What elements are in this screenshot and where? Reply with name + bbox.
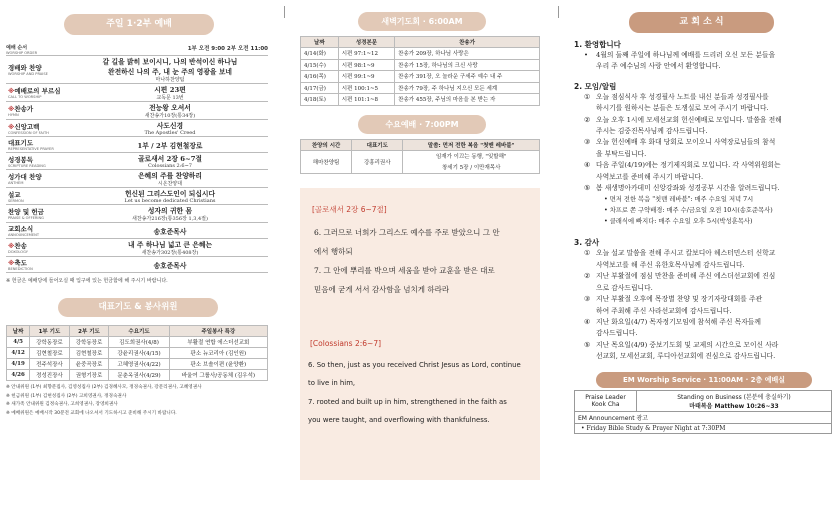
worship-row-label — [6, 207, 72, 220]
worship-item-en: HYMN — [8, 113, 19, 117]
meeting-line — [574, 137, 832, 148]
dawn-cell: 4/14(화) — [301, 48, 339, 60]
prayer-cell: 강학동장로 — [69, 337, 109, 348]
worship-item-kr — [8, 241, 72, 250]
worship-item-main2: 완전하신 나의 주, 내 눈 주의 영광을 보네 — [108, 68, 232, 76]
worship-row-label — [6, 86, 72, 99]
star-mark: ※ — [8, 242, 15, 250]
worship-row-content — [72, 260, 268, 270]
prayer-cell: 정성진장사 — [30, 370, 70, 381]
dawn-row — [301, 71, 540, 83]
verse-kr-line: 믿음에 굳게 서서 감사함을 넘치게 하라라 — [314, 284, 450, 294]
thanks-line — [574, 283, 832, 294]
academy-list — [574, 194, 832, 227]
dawn-cell: 시편 101:1~8 — [338, 94, 394, 106]
dawn-prayer-table — [300, 36, 540, 106]
welcome-line — [574, 61, 832, 72]
volunteer-note: ※ 헌금위원 (1부) 김현성집사 (2부) 고희영권사, 정경숙권사 — [6, 393, 127, 399]
item-number: ③ — [584, 295, 591, 304]
worship-item-sub: The Apostles' Creed — [144, 130, 196, 136]
worship-item-kr — [8, 224, 72, 233]
prayer-cell: 판소 뉴코리아 (김인원) — [169, 348, 267, 359]
em-sermon-ref: 마태복음 Matthew 10:26~33 — [689, 402, 779, 410]
worship-item-sub: 새찬송가10장(통34장) — [144, 113, 196, 119]
prayer-cell: 김도희권사(4/8) — [109, 337, 169, 348]
item-text: 지난 부활절 오후에 목장별 찬양 및 장기자랑대회를 주관 — [596, 295, 763, 304]
worship-row — [6, 137, 268, 153]
prayer-cell: 4/12 — [7, 348, 30, 359]
dawn-cell: 찬송가 209장, 하나님 사랑은 — [395, 48, 540, 60]
worship-row-label — [6, 122, 72, 135]
item-text: 오늘 오후 1시에 모세선교회 헌신예배로 모입니다. 말씀을 전해 — [596, 115, 782, 124]
worship-row-label — [6, 104, 72, 117]
worship-order-header — [6, 44, 268, 55]
worship-item-main: 갈 길을 밝히 보이시니, 나의 반석이신 하나님 — [102, 58, 238, 66]
item-text: 지난 부활절에 점심 만찬을 준비해 주신 에스더선교회에 진심 — [596, 272, 776, 281]
welcome-heading: 1. 환영합니다 — [574, 40, 621, 49]
dawn-row — [301, 82, 540, 94]
star-mark: ※ — [8, 259, 15, 267]
academy-line: • 클래식에 빠지다: 매주 수요일 오후 5시(박성훈목사) — [604, 218, 753, 226]
prayer-header: 수요기도 — [109, 326, 169, 337]
worship-item-main: 은혜의 주를 찬양하리 — [138, 172, 202, 180]
thanks-list — [574, 248, 832, 362]
wed-header: 찬양의 시간 — [301, 139, 352, 150]
dawn-row — [301, 59, 540, 71]
worship-row — [6, 102, 268, 120]
prayer-header: 2부 기도 — [69, 326, 109, 337]
worship-item-name: 찬양 및 헌금 — [8, 208, 44, 216]
prayer-cell: 고혜영권사(4/22) — [109, 359, 169, 370]
worship-item-sub: 교독문 13번 — [156, 95, 184, 101]
item-number: ② — [584, 272, 591, 281]
worship-order-list — [6, 55, 268, 273]
wed-header: 대표기도 — [352, 139, 403, 150]
meeting-line — [574, 103, 832, 114]
verse-kr-line: 7. 그 안에 뿌리를 박으며 세움을 받아 교훈을 받은 대로 — [314, 265, 495, 275]
worship-item-name: 찬송 — [14, 242, 27, 250]
worship-row-content — [72, 56, 268, 83]
worship-item-name: 성경봉독 — [8, 155, 34, 164]
worship-row — [6, 153, 268, 170]
em-sermon — [637, 390, 832, 411]
worship-item-name: 대표기도 — [8, 139, 34, 147]
item-number: ② — [584, 115, 591, 124]
wednesday-service-title: 수요예배 · 7:00PM — [358, 115, 486, 134]
item-text: 지난 목요일(4/9) 중보기도회 및 교제의 시간으로 모이신 사라 — [596, 340, 779, 349]
worship-row-label — [6, 138, 72, 151]
meeting-line — [574, 149, 832, 160]
thanks-line — [574, 294, 832, 305]
worship-row — [6, 257, 268, 273]
offering-note: ※ 헌금은 예배당에 들어오실 때 입구에 있는 헌금함에 해 주시기 바랍니다. — [6, 278, 168, 284]
volunteer-note: ※ 예배위원은 예배시작 30분전 교회에 나오셔서 기도하시고 준비해 주시기 바랍니다. — [6, 411, 177, 417]
academy-line: • 면저 전한 복음 "칫맨 레바블": 매주 수요일 저녁 7시 — [604, 196, 754, 204]
worship-item-kr — [8, 122, 72, 131]
worship-item-main: 골로새서 2장 6~7절 — [137, 155, 202, 163]
thanks-line — [574, 248, 832, 259]
worship-item-name: 예배로의 부르심 — [14, 87, 61, 95]
church-news-title: 교 회 소 식 — [629, 12, 774, 33]
worship-item-kr — [8, 258, 72, 267]
prayer-cell: 전주석장사 — [30, 359, 70, 370]
worship-item-sub: Let us become dedicated Christians — [124, 198, 216, 204]
worship-item-kr — [8, 172, 72, 181]
worship-item-en: SERMON — [8, 198, 24, 203]
weekday-column — [300, 0, 540, 507]
dawn-header: 성경본문 — [338, 37, 394, 48]
worship-row — [6, 84, 268, 102]
sunday-service-title: 주일 1·2부 예배 — [64, 14, 214, 35]
em-service-table — [574, 390, 832, 434]
welcome-text: 4월의 둘째 주일에 하나님께 예배를 드리러 오신 모든 분들을 — [596, 51, 776, 59]
worship-row — [6, 56, 268, 84]
worship-row-content — [72, 226, 268, 236]
prayer-cell: 4/5 — [7, 337, 30, 348]
wed-sermon-ref: 창세기 5장 / 이만재목사 — [403, 162, 540, 174]
dawn-cell: 시편 99:1~9 — [338, 71, 394, 83]
verse-kr-line: 에서 행하되 — [314, 246, 353, 256]
worship-row-content — [72, 102, 268, 119]
worship-row-label — [6, 258, 72, 271]
wed-header: 말씀: 먼저 전한 복음 "첫맨 레바블" — [403, 139, 540, 150]
dawn-prayer-title: 새벽기도회 · 6:00AM — [358, 12, 486, 31]
verse-en-line: to live in him, — [308, 379, 356, 387]
prayer-row — [7, 370, 268, 381]
em-service-title: EM Worship Service · 11:00AM · 2층 예배실 — [596, 372, 812, 388]
meeting-line — [574, 126, 832, 137]
dawn-header: 날짜 — [301, 37, 339, 48]
worship-item-main: 성자의 귀한 몸 — [147, 207, 193, 215]
order-label-en: WORSHIP ORDER — [6, 51, 38, 55]
em-announcement: EM Announcement 광고 — [575, 411, 832, 423]
prayer-cell: 강윤리권사(4/15) — [109, 348, 169, 359]
star-mark: ※ — [8, 87, 15, 95]
thanks-line — [574, 328, 832, 339]
worship-item-en: ANNOUNCEMENT — [8, 233, 40, 237]
verse-en — [300, 356, 540, 430]
bullet-dot: • — [584, 51, 589, 59]
worship-item-kr — [8, 104, 72, 113]
worship-row — [6, 188, 268, 205]
thanks-line — [574, 317, 832, 328]
welcome-line — [574, 50, 832, 61]
worship-row-content — [72, 188, 268, 204]
star-mark: ※ — [8, 105, 15, 113]
meetings-list — [574, 92, 832, 195]
worship-item-name: 교회소식 — [8, 225, 34, 233]
worship-item-name: 성가대 찬양 — [8, 173, 42, 181]
worship-item-en: CONFESSION OF FAITH — [8, 130, 49, 135]
worship-item-kr — [8, 63, 72, 72]
item-number: ① — [584, 249, 591, 258]
worship-row-label — [6, 63, 72, 76]
wed-praise-team: 해마찬양팀 — [301, 150, 352, 173]
worship-row-content — [72, 84, 268, 101]
worship-row — [6, 120, 268, 137]
em-bullet: • Friday Bible Study & Prayer Night at 7:30PM — [575, 423, 832, 433]
wed-prayer: 강흥리권사 — [352, 150, 403, 173]
worship-item-kr — [8, 138, 72, 147]
worship-item-kr — [8, 155, 72, 164]
worship-item-name: 축도 — [14, 259, 27, 267]
worship-item-main: 송호준목사 — [153, 261, 187, 270]
worship-item-kr — [8, 207, 72, 216]
verse-ref-kr: [골로새서 2장 6~7절] — [312, 204, 387, 214]
thanks-line — [574, 306, 832, 317]
thanks-line — [574, 260, 832, 271]
dawn-cell: 시편 100:1~5 — [338, 82, 394, 94]
verse-kr — [300, 223, 540, 299]
item-text: 하시기를 원하시는 분들은 도쟁실로 모여 주시기 바랍니다. — [596, 104, 769, 113]
worship-row-content — [72, 153, 268, 169]
dawn-cell: 찬송가 15장, 하나님의 크신 사랑 — [395, 59, 540, 71]
dawn-cell: 4/16(목) — [301, 71, 339, 83]
worship-row-label — [6, 155, 72, 168]
worship-item-main: 사도신경 — [156, 122, 184, 130]
worship-row-content — [72, 170, 268, 187]
worship-item-sub: 마나하찬양팀 — [155, 77, 185, 83]
worship-item-main: 시편 23편 — [154, 86, 186, 94]
column-divider — [558, 6, 559, 18]
verse-kr-line: 6. 그러므로 너희가 그리스도 예수를 주로 받았으니 그 안 — [314, 227, 500, 237]
item-text: 봄 새생명아카데미 신앙강좌와 성경공부 시간을 알려드립니다. — [596, 184, 780, 193]
welcome-list — [574, 50, 832, 73]
item-text: 사역보고를 해 주신 유한호목사님께 감사드립니다. — [596, 260, 745, 269]
worship-item-sub: 새찬송가302장(통408장) — [141, 250, 199, 256]
wed-sermon: 임재가 이끄는 동행, "잊할해" — [403, 150, 540, 162]
worship-item-main: 송호준목사 — [153, 227, 187, 236]
prayer-cell: 김현철장로 — [30, 348, 70, 359]
worship-row — [6, 239, 268, 257]
item-text: 지난 화요일(4/7) 목자정기모임에 참석해 주신 목자들께 — [596, 317, 761, 326]
item-text: 오늘 점심식사 후 성경필사 노트를 내신 분들과 성경필사를 — [596, 92, 769, 101]
meetings-heading: 2. 모임/알림 — [574, 81, 617, 91]
verse-en-line: 7. rooted and built up in him, strengthened in the faith as — [308, 397, 507, 406]
worship-item-en: BENEDICTION — [8, 267, 33, 271]
worship-row-label — [6, 172, 72, 185]
item-text: 선교회, 모세선교회, 루디아선교회에 진심으로 감사드립니다. — [596, 352, 776, 361]
worship-row-label — [6, 224, 72, 237]
worship-item-en: PRAISE & OFFERING — [8, 216, 44, 220]
church-news-column — [574, 0, 832, 507]
worship-item-en: REPRESENTATIVE PRAYER — [8, 147, 54, 151]
volunteer-notes — [6, 384, 268, 419]
worship-item-main: 헌신된 그리스도인이 되십시다 — [124, 190, 216, 198]
item-text: 주시는 김중진목사님께 감사드립니다. — [596, 127, 708, 136]
prayer-cell: 4/26 — [7, 370, 30, 381]
prayer-header: 날짜 — [7, 326, 30, 337]
service-times: 1부 오전 9:00 2부 오전 11:00 — [187, 46, 268, 52]
worship-row-content — [72, 120, 268, 136]
prayer-header: 1부 기도 — [30, 326, 70, 337]
item-text: 다음 주일(4/19)에는 정기제직회로 모입니다. 각 사역위원회는 — [596, 161, 781, 170]
item-number: ④ — [584, 161, 591, 170]
em-praise-name: Kook Cha — [591, 400, 620, 408]
worship-row-content — [72, 140, 268, 150]
worship-item-name: 신앙고백 — [14, 122, 40, 131]
verse-ref-en: [Colossians 2:6~7] — [310, 338, 382, 348]
worship-row-content — [72, 205, 268, 222]
column-divider — [284, 6, 285, 18]
dawn-cell: 찬송가 391장, 오 놀라운 구세주 예수 내 주 — [395, 71, 540, 83]
em-sermon-title: Standing on Business (본분에 충실하기) — [677, 393, 791, 401]
verse-en-line: you were taught, and overflowing with thankfulness. — [308, 416, 490, 424]
meeting-line — [574, 172, 832, 183]
volunteer-note: ※ 안내위원 (1부) 최향분집사, 김영성집사 (2부) 김경혜사모, 정경숙권사, 강문리권사, 고혜영권사 — [6, 385, 202, 390]
verse-en-line: 6. So then, just as you received Christ Jesus as Lord, continue — [308, 360, 521, 369]
worship-item-name: 찬송가 — [14, 105, 34, 113]
item-text: 감사드립니다. — [596, 329, 638, 338]
prayer-cell: 권형기장로 — [69, 370, 109, 381]
worship-item-en: ANTHEM — [8, 181, 24, 185]
meeting-line — [574, 160, 832, 171]
worship-item-en: SCRIPTURE READING — [8, 163, 46, 168]
prayer-header: 주일봉사 특강 — [169, 326, 267, 337]
item-text: 사역보고를 준비해 주시기 바랍니다. — [596, 172, 704, 181]
worship-item-sub: 시온찬양대 — [157, 181, 183, 187]
dawn-cell: 찬송가 79장, 주 하나님 지으신 모든 세계 — [395, 82, 540, 94]
welcome-text: 우리 주 예수님의 사랑 안에서 환영합니다. — [596, 62, 721, 71]
dawn-cell: 시편 97:1~12 — [338, 48, 394, 60]
worship-item-sub: 새찬송가216장(통356장 1,3,4절) — [132, 216, 208, 222]
worship-row — [6, 170, 268, 188]
meeting-line — [574, 183, 832, 194]
prayer-cell: 4/19 — [7, 359, 30, 370]
item-number: ③ — [584, 138, 591, 147]
em-praise-label: Praise Leader — [585, 393, 626, 401]
worship-item-main: 1부 / 2부 김현철장로 — [137, 141, 203, 150]
meeting-line — [574, 115, 832, 126]
thanks-line — [574, 271, 832, 282]
dawn-cell: 찬송가 455장, 주님의 마음을 본 받는 자 — [395, 94, 540, 106]
item-text: 으로 감사드립니다. — [596, 283, 653, 292]
wednesday-service-table — [300, 139, 540, 174]
prayer-cell: 윤중곡장로 — [69, 359, 109, 370]
item-text: 을 부탁드립니다. — [596, 149, 647, 158]
item-number: ④ — [584, 317, 591, 326]
item-text: 하여 주최해 주신 사라선교회에 감사드립니다. — [596, 306, 732, 315]
prayer-row — [7, 348, 268, 359]
academy-line: • 차프로 쫀 구약배경: 매주 수/금요일 오전 10시(송호준목사) — [604, 207, 773, 215]
dawn-cell: 4/17(금) — [301, 82, 339, 94]
worship-item-name: 경배와 찬양 — [8, 64, 42, 72]
item-number: ⑤ — [584, 184, 591, 193]
worship-item-main: 내 주 하나님 넓고 큰 은혜는 — [127, 241, 213, 249]
prayer-cell: 강학동장로 — [30, 337, 70, 348]
prayer-volunteers-title: 대표기도 & 봉사위원 — [58, 298, 218, 317]
dawn-row — [301, 94, 540, 106]
worship-row-content — [72, 239, 268, 256]
thanks-line — [574, 351, 832, 362]
prayer-row — [7, 359, 268, 370]
worship-item-main: 전능왕 오셔서 — [149, 104, 191, 112]
item-number: ⑤ — [584, 340, 591, 349]
worship-row — [6, 205, 268, 223]
volunteer-note: ※ 새가족 안내위원 김정숙권사, 고희영권사, 장영희권사 — [6, 402, 118, 408]
prayer-cell: 부활절 연합 에스더선교회 — [169, 337, 267, 348]
worship-item-kr — [8, 190, 72, 199]
prayer-volunteers-table — [6, 325, 268, 381]
dawn-row — [301, 48, 540, 60]
item-text: 오늘 헌신예배 후 화대 당회로 모이오니 사역장로님들의 참석 — [596, 138, 776, 147]
prayer-cell: 판소 브솔이편 (윤양환) — [169, 359, 267, 370]
dawn-cell: 4/15(수) — [301, 59, 339, 71]
worship-order-column — [6, 0, 268, 507]
thanks-heading: 3. 감사 — [574, 238, 600, 248]
worship-row-label — [6, 241, 72, 254]
star-mark: ※ — [8, 122, 15, 131]
dawn-cell: 시편 98:1~9 — [338, 59, 394, 71]
prayer-cell: 바울여 그룹사/공동체 (김우석) — [169, 370, 267, 381]
em-praise-leader — [575, 390, 637, 411]
worship-row — [6, 223, 268, 239]
worship-item-en: CALL TO WORSHIP — [8, 95, 42, 99]
worship-item-sub: Colossians 2:6~7 — [148, 163, 192, 169]
worship-item-name: 설교 — [8, 190, 21, 199]
prayer-row — [7, 337, 268, 348]
prayer-cell: 김현철장로 — [69, 348, 109, 359]
item-text: 오늘 설교 말씀을 전해 주시고 칼보디아 헤스터민스터 신학교 — [596, 249, 776, 258]
meeting-line — [574, 92, 832, 103]
worship-item-kr — [8, 86, 72, 95]
worship-item-en: WORSHIP AND PRAISE — [8, 72, 48, 76]
dawn-header: 찬송가 — [395, 37, 540, 48]
worship-item-en: DOXOLOGY — [8, 250, 28, 254]
order-label-kr: 예배 순서 — [6, 45, 28, 51]
item-number: ① — [584, 92, 591, 101]
scripture-box — [300, 188, 540, 480]
worship-row-label — [6, 190, 72, 203]
prayer-cell: 문춘옥권사(4/29) — [109, 370, 169, 381]
thanks-line — [574, 340, 832, 351]
dawn-cell: 4/18(토) — [301, 94, 339, 106]
